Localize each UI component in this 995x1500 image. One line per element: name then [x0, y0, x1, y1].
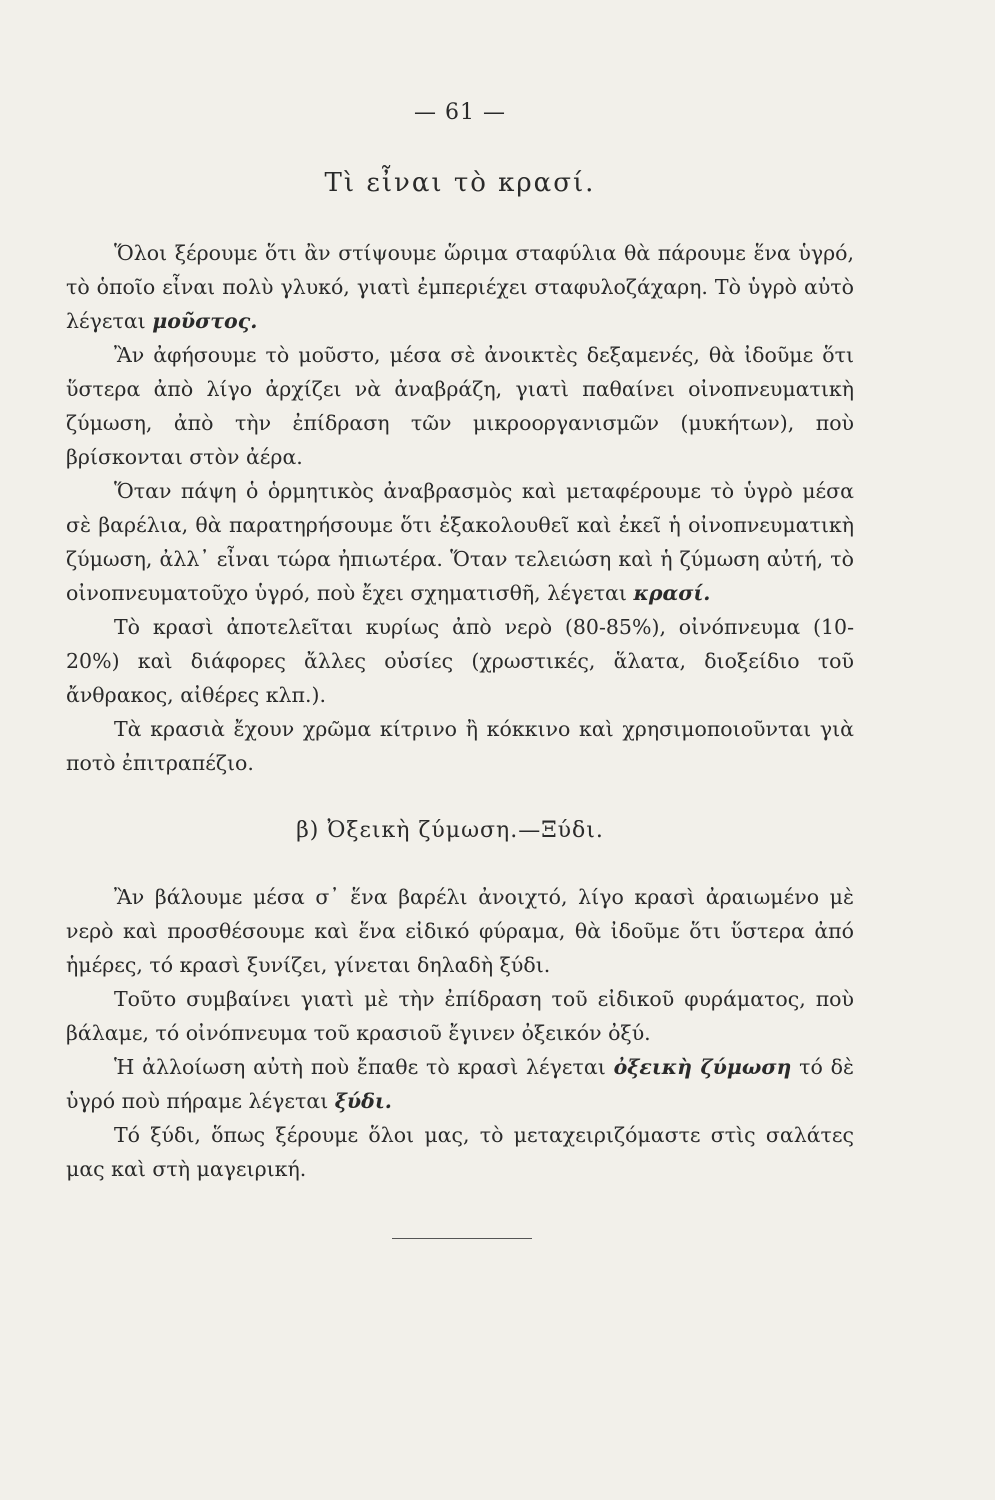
- emphasized-term: ξύδι.: [334, 1089, 392, 1113]
- paragraph-acetic-fermentation: [66, 1050, 854, 1118]
- page-number: — 61 —: [414, 100, 506, 125]
- end-rule: [392, 1238, 532, 1239]
- paragraph-text: Ὅταν πάψη ὁ ὁρμητικὸς ἀναβρασμὸς καὶ μεταφέρουμε τὸ ὑγρὸ μέσα σὲ βαρέλια, θὰ παρατηρήσουμε ὅτι ἐξακολουθεῖ καὶ ἐκεῖ ἡ οἰνοπνευματικὴ ζύμωση, ἀλλ᾿ εἶναι τώρα ἠπιωτέρα. Ὅταν τελειώση καὶ ἡ ζύμωση αὐτή, τὸ οἰνοπνευματοῦχο ὑγρό, ποὺ ἔχει σχηματισθῆ, λέγεται: [66, 479, 854, 605]
- paragraph-text: Ἡ ἀλλοίωση αὐτὴ ποὺ ἔπαθε τὸ κρασὶ λέγεται: [114, 1055, 606, 1079]
- paragraph-must: [66, 236, 854, 338]
- section-wine-body: [66, 236, 854, 780]
- section-vinegar-body: [66, 880, 854, 1186]
- page-title: Τὶ εἶναι τὸ κρασί.: [324, 168, 596, 198]
- paragraph-fermentation: Ἂν ἀφήσουμε τὸ μοῦστο, μέσα σὲ ἀνοικτὲς δεξαμενές, θὰ ἰδοῦμε ὅτι ὕστερα ἀπὸ λίγο ἀρχίζει νὰ ἀναβράζη, γιατὶ παθαίνει οἰνοπνευματικὴ ζύμωση, ἀπὸ τὴν ἐπίδραση τῶν μικροοργανισμῶν (μυκήτων), ποὺ βρίσκονται στὸν ἀέρα.: [66, 343, 854, 469]
- emphasized-term: μοῦστος.: [152, 309, 258, 333]
- paragraph-composition: Τὸ κρασὶ ἀποτελεῖται κυρίως ἀπὸ νερὸ (80-85%), οἰνόπνευμα (10-20%) καὶ διάφορες ἄλλες οὐσίες (χρωστικές, ἅλατα, διοξείδιο τοῦ ἄνθρακος, αἰθέρες κλπ.).: [66, 615, 854, 707]
- emphasized-term: κρασί.: [633, 581, 711, 605]
- paragraph-barrels: [66, 474, 854, 610]
- paragraph-salads: Τό ξύδι, ὅπως ξέρουμε ὅλοι μας, τὸ μεταχειριζόμαστε στὶς σαλάτες μας καὶ στὴ μαγειρική.: [66, 1123, 854, 1181]
- paragraph-text: Ὅλοι ξέρουμε ὅτι ἂν στίψουμε ὥριμα σταφύλια θὰ πάρουμε ἕνα ὑγρό, τὸ ὁποῖο εἶναι πολὺ γλυκό, γιατὶ ἐμπεριέχει σταφυλοζάχαρη. Τὸ ὑγρὸ αὐτὸ λέγεται: [66, 241, 854, 333]
- paragraph-acetic-acid: Τοῦτο συμβαίνει γιατὶ μὲ τὴν ἐπίδραση τοῦ εἰδικοῦ φυράματος, ποὺ βάλαμε, τό οἰνόπνευμα τοῦ κρασιοῦ ἔγινεν ὀξεικόν ὀξύ.: [66, 987, 854, 1045]
- paragraph-barrel-vinegar: Ἂν βάλουμε μέσα σ᾿ ἕνα βαρέλι ἀνοιχτό, λίγο κρασὶ ἀραιωμένο μὲ νερὸ καὶ προσθέσουμε καὶ ἕνα εἰδικό φύραμα, θὰ ἰδοῦμε ὅτι ὕστερα ἀπό ἡμέρες, τό κρασὶ ξυνίζει, γίνεται δηλαδὴ ξύδι.: [66, 885, 854, 977]
- section-heading-vinegar: β) Ὀξεικὴ ζύμωση.—Ξύδι.: [296, 818, 604, 843]
- paragraph-text: τό δὲ ὑγρό ποὺ πήραμε λέγεται: [66, 1055, 854, 1113]
- emphasized-term: ὀξεικὴ ζύμωση: [613, 1055, 792, 1079]
- paragraph-color: Τὰ κρασιὰ ἔχουν χρῶμα κίτρινο ἢ κόκκινο καὶ χρησιμοποιοῦνται γιὰ ποτὸ ἐπιτραπέζιο.: [66, 717, 854, 775]
